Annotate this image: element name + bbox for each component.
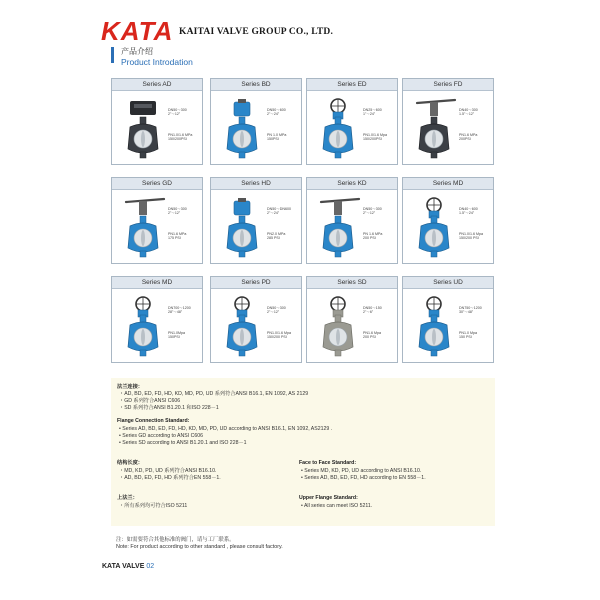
spec-line: 200 PSI (363, 335, 376, 340)
spec-line: 1.5"～12" (459, 112, 475, 117)
product-series-label: Series SD (307, 277, 397, 289)
product-series-label: Series MD (403, 178, 493, 190)
gearbox-icon (234, 201, 250, 215)
product-image-area (112, 289, 202, 364)
product-image-area (211, 289, 301, 364)
product-size-spec (459, 108, 478, 116)
product-card (306, 78, 398, 165)
product-pressure-spec (168, 133, 192, 141)
face-en-line: • Series AD, BD, ED, FD, HD according to EN 558－1. (301, 475, 426, 481)
spec-line: 200PSI (459, 137, 471, 142)
product-card (402, 177, 494, 264)
product-card (306, 276, 398, 363)
spec-line: PN1.0/1.6 Mpa (363, 133, 387, 137)
product-card (111, 78, 203, 165)
spec-line: PN1.0/1.6 MPa (168, 133, 193, 137)
product-image-area (307, 289, 397, 364)
spec-line: DN50～300 (168, 108, 187, 112)
spec-line: DN700～1200 (168, 306, 191, 310)
product-series-label: Series UD (403, 277, 493, 289)
spec-line: PN1.0/1.6 Mpa (267, 331, 291, 335)
product-card (111, 177, 203, 264)
kata-logo: KATA (101, 16, 174, 46)
spec-line: 2"～12" (267, 310, 280, 315)
product-card (210, 78, 302, 165)
gearbox-icon (234, 102, 250, 116)
spec-line: 2"～6" (363, 310, 374, 315)
product-pressure-spec (363, 232, 382, 240)
product-pressure-spec (267, 232, 285, 240)
upper-cn-line: ・所有系列均可符合ISO 5211 (119, 503, 188, 509)
upper-en-title: Upper Flange Standard: (299, 495, 358, 501)
flange-cn-title: 法兰连接： (117, 384, 143, 390)
page-footer (102, 563, 154, 570)
spec-line: DN40～600 (459, 207, 478, 211)
spec-line: DN50～300 (267, 306, 286, 310)
spec-line: 200 PSI (363, 236, 376, 241)
face-cn-line: ・AD, BD, ED, FD, HD 系列符合EN 558－1. (119, 475, 221, 481)
spec-line: DN750～1200 (459, 306, 482, 310)
spec-line: DN50～300 (168, 207, 187, 211)
product-image-area (112, 91, 202, 166)
spec-line: 28"～48" (168, 310, 183, 315)
spec-line: 150PSI (168, 335, 180, 340)
spec-line: 2"～12" (168, 112, 181, 117)
spec-line: PN2.0 MPa (267, 232, 286, 236)
product-card (210, 276, 302, 363)
spec-line: PN1.0 Mpa (459, 331, 477, 335)
flange-cn-line: ・AD, BD, ED, FD, HD, KD, MD, PD, UD 系列符合ANSI B16.1, EN 1092, AS 2129 (119, 391, 309, 397)
product-series-label: Series ED (307, 79, 397, 91)
spec-line: DN40～300 (459, 108, 478, 112)
note-cn: 注：如需要符合其他标准的阀门，请与工厂联系。 (116, 537, 235, 543)
product-pressure-spec (459, 331, 477, 339)
upper-en-line: • All series can meet ISO 5211. (301, 503, 373, 509)
flange-en-line: • Series AD, BD, ED, FD, HD, KD, MD, PD, UD according to ANSI B16.1, EN 1092, AS2129 . (119, 426, 333, 432)
spec-line: 285 PSI (267, 236, 280, 241)
face-cn-title: 结构长度： (117, 460, 143, 466)
product-pressure-spec (267, 331, 291, 339)
product-image-area (307, 91, 397, 166)
spec-line: 150/200PSI (168, 137, 187, 142)
flange-en-line: • Series SD according to ANSI B1.20.1 and ISO 228－1 (119, 440, 247, 446)
product-image-area (112, 190, 202, 265)
product-size-spec (267, 207, 291, 215)
product-pressure-spec (168, 331, 185, 339)
spec-line: PN1.6 Mpa (363, 331, 381, 335)
product-size-spec (459, 306, 482, 314)
product-size-spec (459, 207, 478, 215)
face-en-title: Face to Face Standard: (299, 460, 357, 466)
product-series-label: Series KD (307, 178, 397, 190)
product-pressure-spec (363, 331, 381, 339)
product-pressure-spec (168, 232, 186, 240)
spec-line: 2"～24" (267, 211, 280, 216)
spec-line: 2"～12" (168, 211, 181, 216)
product-series-label: Series BD (211, 79, 301, 91)
product-pressure-spec (267, 133, 286, 141)
spec-line: PN 1.0 MPa (267, 133, 287, 137)
spec-line: DN25～600 (363, 108, 382, 112)
product-pressure-spec (459, 232, 483, 240)
product-series-label: Series GD (112, 178, 202, 190)
spec-line: 175 PSI (168, 236, 181, 241)
section-accent-bar (111, 47, 114, 63)
spec-line: 150 PSI (459, 335, 472, 340)
product-size-spec (363, 207, 382, 215)
company-name: KAITAI VALVE GROUP CO., LTD. (179, 27, 334, 37)
standards-panel (111, 378, 495, 526)
product-size-spec (168, 108, 187, 116)
product-image-area (403, 91, 493, 166)
spec-line: 150PSI (267, 137, 279, 142)
product-size-spec (168, 207, 187, 215)
product-size-spec (267, 108, 286, 116)
product-series-label: Series FD (403, 79, 493, 91)
flange-en-title: Flange Connection Standard: (117, 418, 190, 424)
section-title-cn: 产品介绍 (121, 47, 153, 56)
flange-cn-line: ・SD 系列符合ANSI B1.20.1 和ISO 228－1 (119, 405, 219, 411)
upper-cn-title: 上法兰： (117, 495, 138, 501)
product-pressure-spec (459, 133, 477, 141)
spec-line: 150/200 PSI (459, 236, 479, 241)
spec-line: PN1.6 MPa (168, 232, 187, 236)
flange-en-line: • Series GD according to ANSI C606 (119, 433, 203, 439)
product-series-label: Series HD (211, 178, 301, 190)
product-card (210, 177, 302, 264)
product-card (402, 276, 494, 363)
product-series-label: Series AD (112, 79, 202, 91)
product-image-area (403, 190, 493, 265)
face-cn-line: ・MD, KD, PD, UD 系列符合ANSI B16.10. (119, 468, 217, 474)
spec-line: DN50～DN600 (267, 207, 291, 211)
flange-cn-line: ・GD 系列符合ANSI C606 (119, 398, 181, 404)
product-pressure-spec (363, 133, 387, 141)
spec-line: PN1.6 MPa (459, 133, 478, 137)
product-series-label: Series MD (112, 277, 202, 289)
spec-line: 1"～24" (363, 112, 376, 117)
product-card (306, 177, 398, 264)
page-number: 02 (146, 563, 155, 570)
spec-line: DN50～150 (363, 306, 382, 310)
spec-line: 150/200 PSI (267, 335, 287, 340)
spec-line: 1.5"～24" (459, 211, 475, 216)
spec-line: 2"～12" (363, 211, 376, 216)
product-size-spec (168, 306, 191, 314)
spec-line: 30"～48" (459, 310, 474, 315)
product-series-label: Series PD (211, 277, 301, 289)
section-title-en: Product Introdation (121, 57, 193, 67)
product-card (111, 276, 203, 363)
footer-brand: KATA VALVE (102, 563, 145, 570)
spec-line: DN50～600 (267, 108, 286, 112)
product-image-area (403, 289, 493, 364)
product-size-spec (363, 108, 382, 116)
spec-line: DN50～300 (363, 207, 382, 211)
product-image-area (211, 91, 301, 166)
face-en-line: • Series MD, KD, PD, UD according to ANSI B16.10. (301, 468, 422, 474)
product-size-spec (267, 306, 286, 314)
note-en: Note: For product according to other standard , please consult factory. (116, 544, 283, 550)
spec-line: PN1.0Mpa (168, 331, 185, 335)
spec-line: PN1.0/1.6 Mpa (459, 232, 483, 236)
spec-line: PN 1.6 MPa (363, 232, 383, 236)
product-card (402, 78, 494, 165)
spec-line: 2"～24" (267, 112, 280, 117)
product-size-spec (363, 306, 382, 314)
product-image-area (211, 190, 301, 265)
product-image-area (307, 190, 397, 265)
spec-line: 150/200PSI (363, 137, 382, 142)
